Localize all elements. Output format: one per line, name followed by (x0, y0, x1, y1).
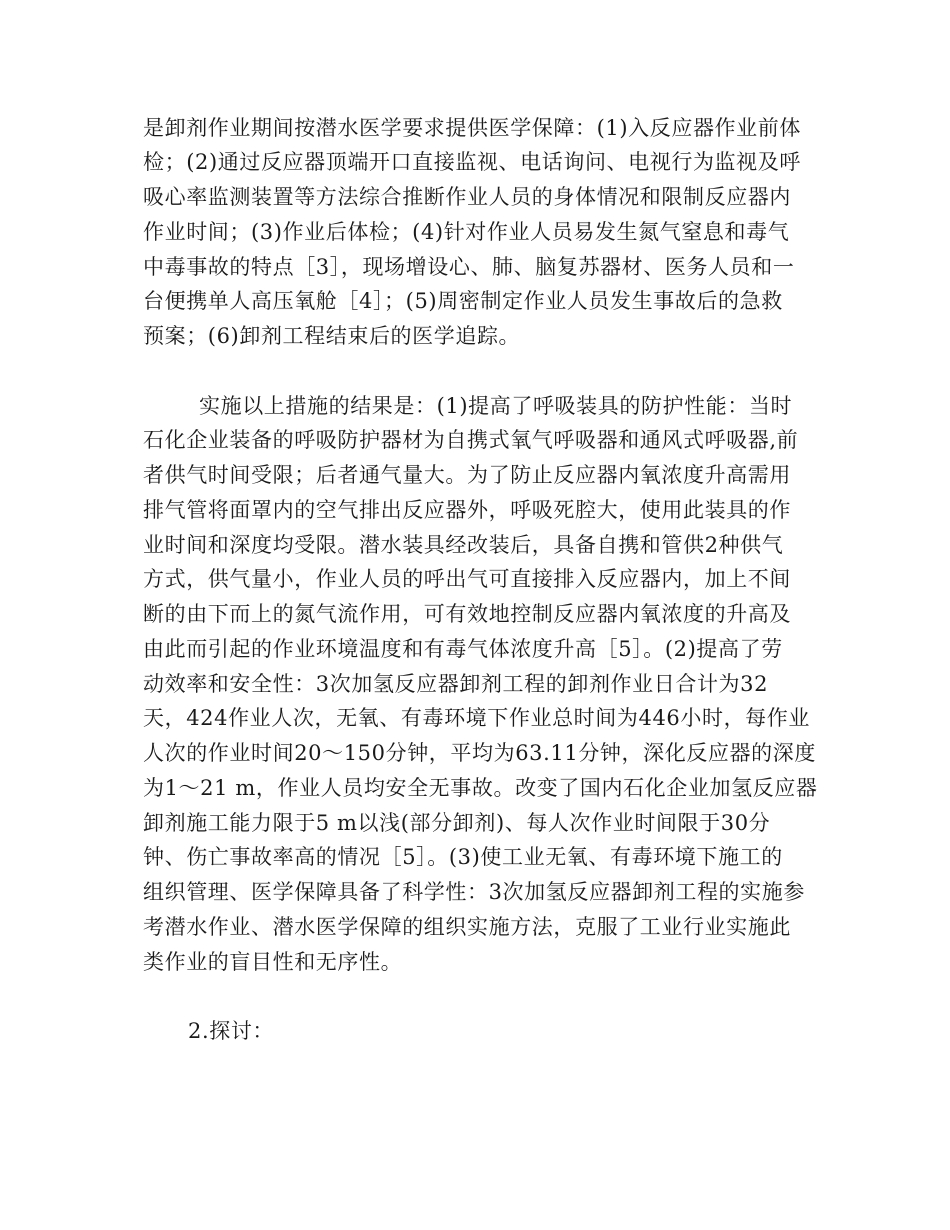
text-line: 吸心率监测装置等方法综合推断作业人员的身体情况和限制反应器内 (143, 185, 791, 209)
text-line: 者供气时间受限；后者通气量大。为了防止反应器内氧浓度升高需用 (143, 463, 791, 487)
text-line: 台便携单人高压氧舱［4］；(5)周密制定作业人员发生事故后的急救 (143, 289, 783, 313)
text-line: 人次的作业时间20～150分钟，平均为63.11分钟，深化反应器的深度 (143, 741, 816, 765)
text-line: 组织管理、医学保障具备了科学性：3次加氢反应器卸剂工程的实施参 (143, 880, 805, 904)
text-line: 天，424作业人次，无氧、有毒环境下作业总时间为446小时，每作业 (143, 706, 810, 730)
text-line: 预案；(6)卸剂工程结束后的医学追踪。 (143, 324, 521, 348)
text-line: 由此而引起的作业环境温度和有毒气体浓度升高［5］。(2)提高了劳 (143, 637, 783, 661)
text-line: 考潜水作业、潜水医学保障的组织实施方法，克服了工业行业实施此 (143, 915, 791, 939)
text-line: 方式，供气量小，作业人员的呼出气可直接排入反应器内，加上不间 (143, 567, 791, 591)
text-line: 为1～21 m，作业人员均安全无事故。改变了国内石化企业加氢反应器 (143, 776, 818, 800)
text-line: 作业时间；(3)作业后体检；(4)针对作业人员易发生氮气窒息和毒气 (143, 220, 790, 244)
text-line: 钟、伤亡事故率高的情况［5］。(3)使工业无氧、有毒环境下施工的 (143, 845, 783, 869)
text-line: 断的由下而上的氮气流作用，可有效地控制反应器内氧浓度的升高及 (143, 602, 791, 626)
text-line: 是卸剂作业期间按潜水医学要求提供医学保障：(1)入反应器作业前体 (143, 116, 801, 140)
text-line: 排气管将面罩内的空气排出反应器外，呼吸死腔大，使用此装具的作 (143, 498, 791, 522)
section-heading: 2.探讨： (188, 1019, 275, 1043)
text-line: 实施以上措施的结果是：(1)提高了呼吸装具的防护性能：当时 (199, 394, 793, 418)
text-line: 卸剂施工能力限于5 m以浅(部分卸剂)、每人次作业时间限于30分 (143, 811, 771, 835)
text-line: 检；(2)通过反应器顶端开口直接监视、电话询问、电视行为监视及呼 (143, 150, 801, 174)
text-line: 中毒事故的特点［3］，现场增设心、肺、脑复苏器材、医务人员和一 (143, 255, 795, 279)
text-line: 业时间和深度均受限。潜水装具经改装后，具备自携和管供2种供气 (143, 533, 784, 557)
text-line: 类作业的盲目性和无序性。 (143, 950, 403, 974)
text-line: 动效率和安全性：3次加氢反应器卸剂工程的卸剂作业日合计为32 (143, 672, 769, 696)
text-line: 石化企业装备的呼吸防护器材为自携式氧气呼吸器和通风式呼吸器,前 (143, 428, 799, 452)
